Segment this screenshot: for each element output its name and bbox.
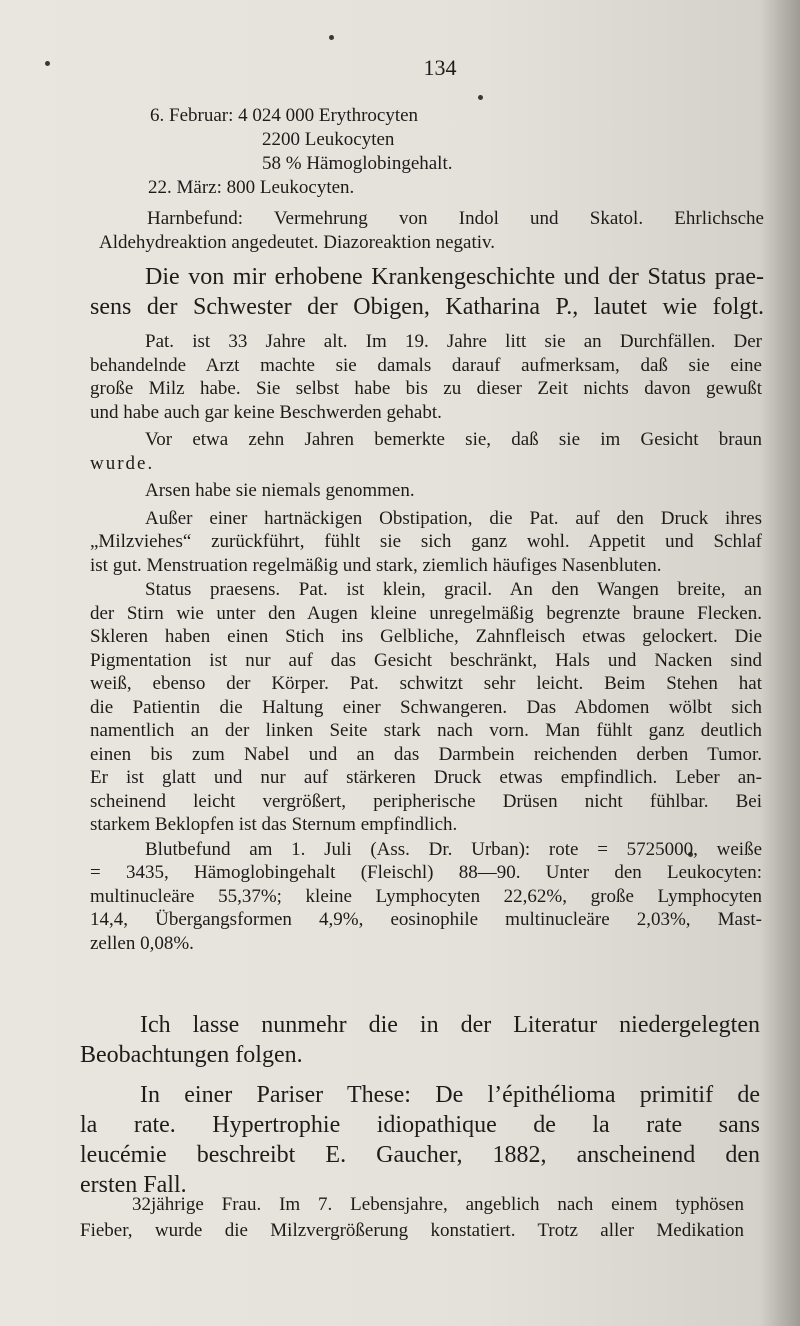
heading-literature <box>80 1010 760 1200</box>
case-history <box>90 330 762 955</box>
heading-2-line: Beobachtungen folgen. <box>80 1042 303 1068</box>
speck <box>329 35 334 40</box>
case-text-line: Skleren haben einen Stich ins Gelbliche, Zahnfleisch etwas gelockert. Die <box>90 626 762 647</box>
case-text-line: scheinend leicht vergrößert, peripherische Drüsen nicht fühlbar. Bei <box>90 790 762 812</box>
blood-values-line: 22. März: 800 Leukocyten. <box>148 177 355 198</box>
case-text-line: starkem Beklopfen ist das Sternum empfindlich. <box>90 814 458 835</box>
heading-2-line: la rate. Hypertrophie idiopathique de la rate sans <box>80 1112 760 1138</box>
case-text-line: „Milzviehes“ zurückführt, fühlt sie sich ganz wohl. Appetit und Schlaf <box>90 531 762 552</box>
case-text-line: weiß, ebenso der Körper. Pat. schwitzt sehr leicht. Beim Stehen hat <box>90 673 762 694</box>
case-text-line: Er ist glatt und nur auf stärkeren Druck etwas empfindlich. Leber an- <box>90 767 762 788</box>
heading-case-intro <box>90 262 764 322</box>
heading-2-line: leucémie beschreibt E. Gaucher, 1882, anscheinend den <box>80 1142 760 1168</box>
speck <box>478 95 483 100</box>
case-text-line: große Milz habe. Sie selbst habe bis zu dieser Zeit nichts davon gewußt <box>90 378 762 399</box>
case-text-line: Arsen habe sie niemals genommen. <box>145 480 415 501</box>
case-text-line: ist gut. Menstruation regelmäßig und stark, ziemlich häufiges Nasenbluten. <box>90 554 662 576</box>
case-text-line: einen bis zum Nabel und an das Darmbein reichenden derben Tumor. <box>90 743 762 765</box>
blood-values-line: 58 % Hämoglobingehalt. <box>262 153 453 174</box>
final-text-line: Fieber, wurde die Milzvergrößerung konstatiert. Trotz aller Medikation <box>80 1220 744 1241</box>
case-text-line: Außer einer hartnäckigen Obstipation, die Pat. auf den Druck ihres <box>145 507 762 529</box>
case-text-line: Vor etwa zehn Jahren bemerkte sie, daß sie im Gesicht braun <box>145 429 762 450</box>
case-text-line: behandelnde Arzt machte sie damals darauf aufmerksam, daß sie eine <box>90 354 762 376</box>
heading-1-line: sens der Schwester der Obigen, Katharina P., lautet wie folgt. <box>90 294 764 320</box>
harnbefund-line: Aldehydreaktion angedeutet. Diazoreaktion negativ. <box>99 232 496 253</box>
case-text-line: multinucleäre 55,37%; kleine Lymphocyten 22,62%, große Lymphocyten <box>90 885 762 907</box>
speck <box>45 61 50 66</box>
case-text-line: Pat. ist 33 Jahre alt. Im 19. Jahre litt sie an Durchfällen. Der <box>145 331 762 352</box>
heading-2-line: In einer Pariser These: De l’épithélioma primitif de <box>140 1082 760 1108</box>
case-text-line: die Patientin die Haltung einer Schwangeren. Das Abdomen wölbt sich <box>90 696 762 718</box>
case-text-line: der Stirn wie unter den Augen kleine unregelmäßig begrenzte braune Flecken. <box>90 602 762 624</box>
gaucher-case-text <box>80 1192 744 1244</box>
case-text-line: = 3435, Hämoglobingehalt (Fleischl) 88—90. Unter den Leukocyten: <box>90 862 762 883</box>
case-text-line: zellen 0,08%. <box>90 932 194 954</box>
heading-2-line: ersten Fall. <box>80 1172 187 1198</box>
blood-values-line: 2200 Leukocyten <box>262 129 395 150</box>
case-text-line: namentlich an der linken Seite stark nach vorn. Man fühlt ganz deutlich <box>90 720 762 741</box>
page-number: 134 <box>423 55 457 80</box>
blood-values <box>90 104 760 200</box>
case-text-line: 14,4, Übergangsformen 4,9%, eosinophile multinucleäre 2,03%, Mast- <box>90 909 762 930</box>
final-text-line: 32jährige Frau. Im 7. Lebensjahre, angeblich nach einem typhösen <box>132 1194 744 1215</box>
harnbefund-paragraph <box>99 207 764 255</box>
case-text-line: und habe auch gar keine Beschwerden gehabt. <box>90 401 442 423</box>
heading-2-line: Ich lasse nunmehr die in der Literatur niedergelegten <box>140 1012 760 1038</box>
harnbefund-line: Harnbefund: Vermehrung von Indol und Skatol. Ehrlichsche <box>147 208 764 229</box>
blood-values-line: 6. Februar: 4 024 000 Erythrocyten <box>150 105 419 126</box>
heading-1-line: Die von mir erhobene Krankengeschichte und der Status prae- <box>145 264 764 290</box>
case-text-line: Pigmentation ist nur auf das Gesicht beschränkt, Hals und Nacken sind <box>90 649 762 671</box>
case-text-line: Status praesens. Pat. ist klein, gracil. An den Wangen breite, an <box>145 579 762 600</box>
case-text-line: wurde. <box>90 452 155 474</box>
case-text-line: Blutbefund am 1. Juli (Ass. Dr. Urban): rote = 5725000, weiße <box>145 838 762 860</box>
